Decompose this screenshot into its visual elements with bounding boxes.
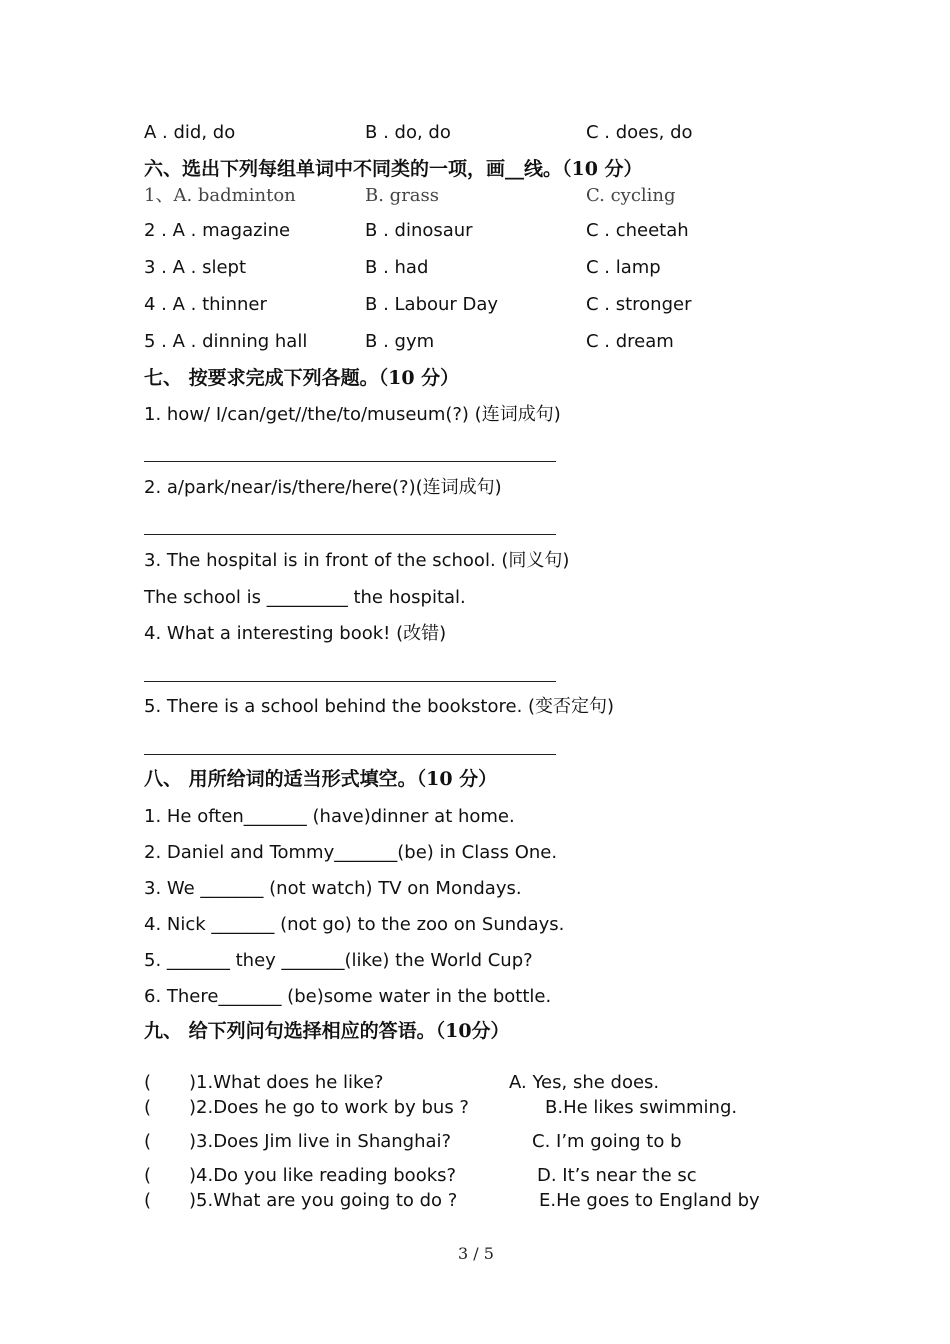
s8-item-3: 3. We _______ (not watch) TV on Mondays. — [144, 878, 522, 899]
s9-answer-d: D. It’s near the sc — [537, 1165, 697, 1186]
s9-paren-1: ( — [144, 1072, 152, 1093]
s6-row-1-a: 1、A. badminton — [144, 185, 296, 206]
s7-question-3-fill: The school is _________ the hospital. — [144, 587, 466, 608]
s6-row-5-a: 5 . A . dinning hall — [144, 331, 308, 352]
s7-question-1: 1. how/ I/can/get//the/to/museum(?) (连词成句) — [144, 404, 561, 425]
answer-line-1[interactable] — [144, 461, 556, 462]
s6-row-5-c: C . dream — [586, 331, 674, 352]
s9-question-5: )5.What are you going to do ? — [189, 1190, 458, 1211]
s6-row-1-c: C. cycling — [586, 185, 676, 206]
s8-item-1: 1. He often_______ (have)dinner at home. — [144, 806, 515, 827]
s9-paren-4: ( — [144, 1165, 152, 1186]
s9-answer-a: A. Yes, she does. — [509, 1072, 660, 1093]
s8-item-5: 5. _______ they _______(like) the World Cup? — [144, 950, 533, 971]
answer-line-2[interactable] — [144, 534, 556, 535]
prev-option-a: A . did, do — [144, 122, 236, 143]
prev-option-c: C . does, do — [586, 122, 693, 143]
s6-row-2-a: 2 . A . magazine — [144, 220, 291, 241]
s6-row-3-a: 3 . A . slept — [144, 257, 247, 278]
s7-question-5: 5. There is a school behind the bookstore. (变否定句) — [144, 696, 615, 717]
s8-item-2: 2. Daniel and Tommy_______(be) in Class One. — [144, 842, 558, 863]
s6-row-3-c: C . lamp — [586, 257, 661, 278]
s6-row-4-b: B . Labour Day — [365, 294, 499, 315]
s9-answer-c: C. I’m going to b — [532, 1131, 682, 1152]
answer-line-5[interactable] — [144, 754, 556, 755]
s7-question-2: 2. a/park/near/is/there/here(?)(连词成句) — [144, 477, 502, 498]
s7-question-4: 4. What a interesting book! (改错) — [144, 623, 447, 644]
s6-row-5-b: B . gym — [365, 331, 435, 352]
section-7-heading: 七、 按要求完成下列各题。（10 分） — [144, 367, 460, 389]
section-6-heading: 六、选出下列每组单词中不同类的一项，画__线。（10 分） — [144, 158, 643, 180]
s8-item-6: 6. There_______ (be)some water in the bottle. — [144, 986, 552, 1007]
prev-option-b: B . do, do — [365, 122, 451, 143]
s9-question-2: )2.Does he go to work by bus ? — [189, 1097, 469, 1118]
s6-row-3-b: B . had — [365, 257, 429, 278]
s6-row-4-c: C . stronger — [586, 294, 692, 315]
s9-question-4: )4.Do you like reading books? — [189, 1165, 457, 1186]
s9-question-1: )1.What does he like? — [189, 1072, 384, 1093]
s8-item-4: 4. Nick _______ (not go) to the zoo on Sundays. — [144, 914, 565, 935]
s6-row-4-a: 4 . A . thinner — [144, 294, 267, 315]
s9-answer-b: B.He likes swimming. — [545, 1097, 738, 1118]
s9-paren-5: ( — [144, 1190, 152, 1211]
s9-question-3: )3.Does Jim live in Shanghai? — [189, 1131, 452, 1152]
s9-paren-3: ( — [144, 1131, 152, 1152]
section-8-heading: 八、 用所给词的适当形式填空。（10 分） — [144, 768, 498, 790]
s6-row-1-b: B. grass — [365, 185, 440, 206]
s6-row-2-c: C . cheetah — [586, 220, 689, 241]
s9-paren-2: ( — [144, 1097, 152, 1118]
s9-answer-e: E.He goes to England by — [539, 1190, 760, 1211]
s6-row-2-b: B . dinosaur — [365, 220, 473, 241]
page-number: 3 / 5 — [458, 1244, 494, 1263]
section-9-heading: 九、 给下列问句选择相应的答语。（10分） — [144, 1020, 510, 1042]
answer-line-4[interactable] — [144, 681, 556, 682]
s7-question-3: 3. The hospital is in front of the school. (同义句) — [144, 550, 570, 571]
